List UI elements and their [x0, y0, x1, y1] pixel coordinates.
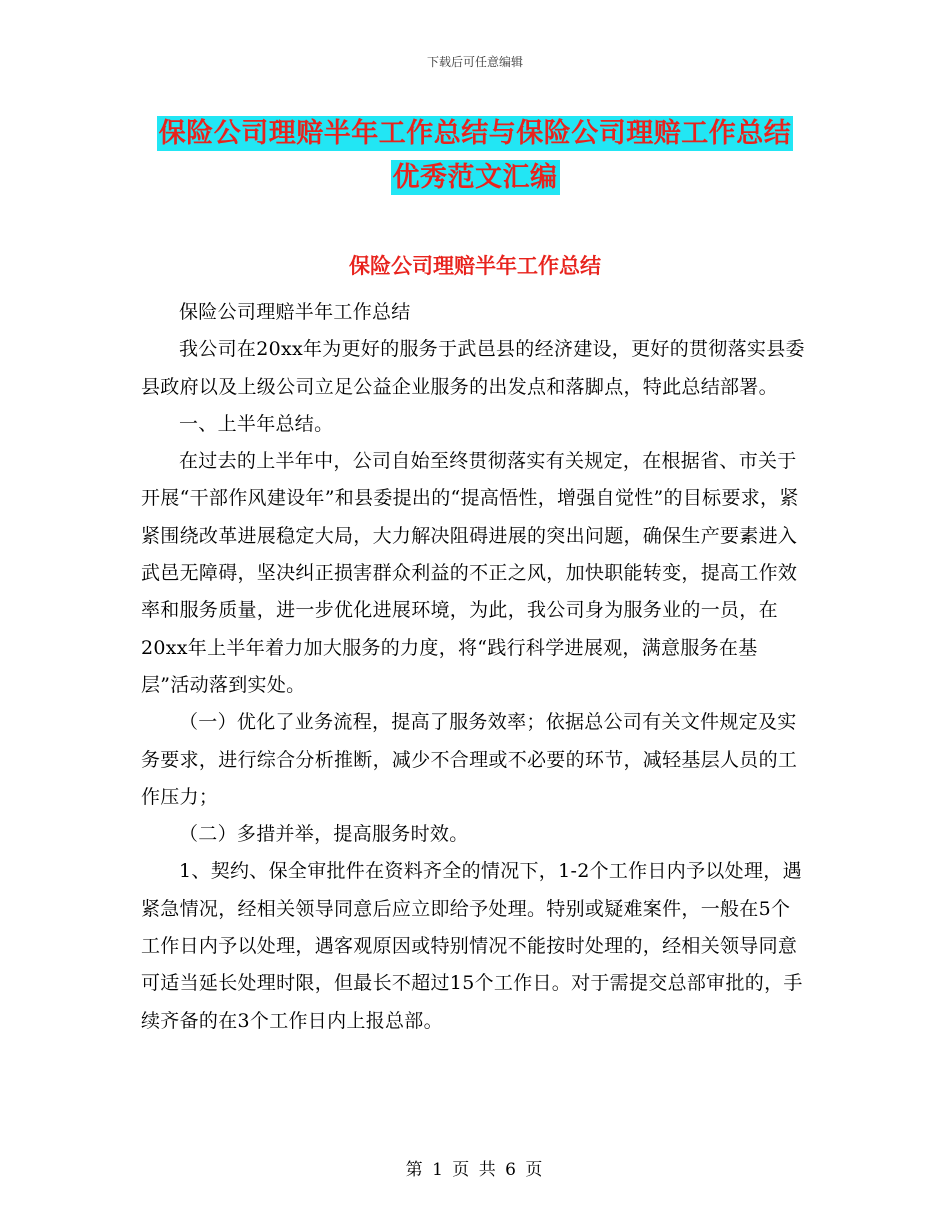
paragraph: 我公司在20xx年为更好的服务于武邑县的经济建设，更好的贯彻落实县委县政府以及上级公司立足公益企业服务的出发点和落脚点，特此总结部署。: [141, 338, 805, 398]
paragraph: 在过去的上半年中，公司自始至终贯彻落实有关规定，在根据省、市关于开展“干部作风建设年”和县委提出的“提高悟性，增强自觉性”的目标要求，紧紧围绕改革进展稳定大局，大力解决阻碍进展的突出问题，确保生产要素进入武邑无障碍，坚决纠正损害群众利益的不正之风，加快职能转变，提高工作效率和服务质量，进一步优化进展环境，为此，我公司身为服务业的一员，在20xx年上半年着力加大服务的力度，将“践行科学进展观，满意服务在基层”活动落到实处。: [141, 450, 799, 696]
title-highlight-2: 优秀范文汇编: [392, 162, 558, 193]
paragraph: 1、契约、保全审批件在资料齐全的情况下，1-2个工作日内予以处理，遇紧急情况，经相关领导同意后应立即给予处理。特别或疑难案件，一般在5个工作日内予以处理，遇客观原因或特别情况不能按时处理的，经相关领导同意可适当延长处理时限，但最长不超过15个工作日。对于需提交总部审批的，手续齐备的在3个工作日内上报总部。: [141, 860, 803, 1032]
document-title-line-2: [0, 155, 950, 194]
paragraph: （一）优化了业务流程，提高了服务效率；依据总公司有关文件规定及实务要求，进行综合分析推断，减少不合理或不必要的环节，减轻基层人员的工作压力；: [141, 711, 798, 808]
paragraph: 一、上半年总结。: [179, 412, 334, 435]
header-note: 下载后可任意编辑: [426, 55, 523, 69]
page-footer: 第 1 页 共 6 页: [405, 1160, 545, 1180]
paragraph: 保险公司理赔半年工作总结: [179, 301, 411, 323]
section-title: 保险公司理赔半年工作总结: [349, 254, 601, 278]
document-title-line-1: [0, 111, 950, 150]
body-text: [141, 294, 806, 1040]
paragraph: （二）多措并举，提高服务时效。: [179, 823, 469, 846]
title-highlight-1: 保险公司理赔半年工作总结与保险公司理赔工作总结: [158, 118, 792, 149]
